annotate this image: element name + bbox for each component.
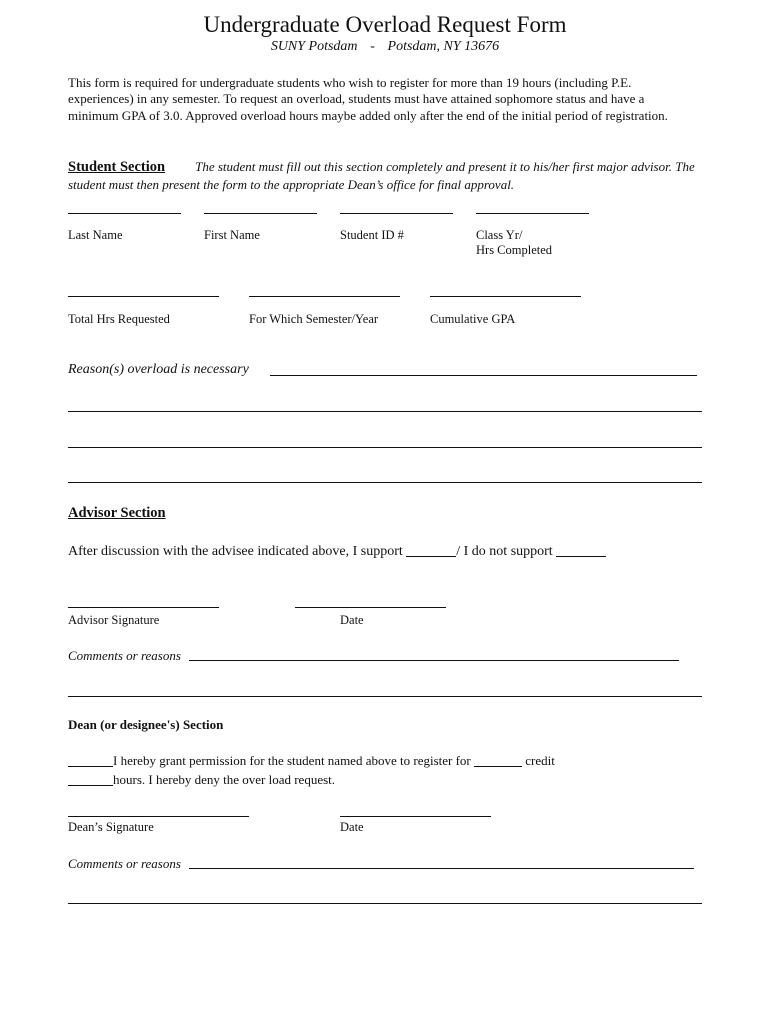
grant-text-a: I hereby grant permission for the student named above to register for (113, 753, 471, 768)
form-title: Undergraduate Overload Request Form (203, 12, 567, 37)
form-subtitle (0, 39, 770, 55)
student-section-heading: Student Section (68, 159, 166, 175)
deny-blank[interactable] (68, 771, 113, 786)
do-not-support-blank[interactable] (556, 542, 606, 557)
dean-signature-label: Dean’s Signature (68, 820, 154, 834)
total-hrs-field[interactable] (68, 296, 219, 297)
first-name-label: First Name (204, 228, 260, 242)
advisor-statement-middle: / I do not support (456, 544, 553, 559)
dean-comments-line-1[interactable] (189, 868, 694, 869)
subtitle-separator: - (370, 39, 375, 54)
cumulative-gpa-field[interactable] (430, 296, 581, 297)
student-instructions-block (68, 158, 708, 193)
advisor-signature-field[interactable] (68, 607, 219, 608)
class-year-field[interactable] (476, 213, 589, 214)
cumulative-gpa-label: Cumulative GPA (430, 312, 516, 326)
grant-text-c: hours. I hereby deny the over load request. (113, 772, 336, 787)
dean-comments-line-2[interactable] (68, 903, 702, 904)
advisor-comments-line-1[interactable] (189, 660, 679, 661)
student-id-label: Student ID # (340, 228, 404, 242)
advisor-date-label: Date (340, 613, 364, 627)
last-name-field[interactable] (68, 213, 181, 214)
credit-hours-blank[interactable] (474, 752, 522, 767)
institution-name: SUNY Potsdam (270, 39, 358, 54)
support-blank[interactable] (406, 542, 456, 557)
intro-paragraph: This form is required for undergraduate students who wish to register for more than 19 hours (including P.E. experiences) in any semester. To request an overload, students must have attained sophomore status and have a minimum GPA of 3.0. Approved overload hours maybe added only after the end of the initial period of registration. (68, 75, 668, 123)
advisor-comments-line-2[interactable] (68, 696, 702, 697)
grant-blank[interactable] (68, 752, 113, 767)
dean-comments-label: Comments or reasons (68, 856, 181, 871)
student-id-field[interactable] (340, 213, 453, 214)
semester-year-field[interactable] (249, 296, 400, 297)
reason-line-2[interactable] (68, 411, 702, 412)
last-name-label: Last Name (68, 228, 123, 242)
reason-line-1[interactable] (270, 375, 697, 376)
hrs-completed-label: Hrs Completed (476, 243, 553, 257)
student-instructions: The student must fill out this section completely and present it to his/her first major advisor. The student must then present the form to the appropriate Dean’s office for final approval. (68, 159, 695, 192)
advisor-section-heading: Advisor Section (68, 505, 166, 521)
dean-signature-field[interactable] (68, 816, 249, 817)
advisor-statement-prefix: After discussion with the advisee indicated above, I support (68, 544, 403, 559)
semester-year-label: For Which Semester/Year (249, 312, 379, 326)
dean-grant-statement (68, 750, 708, 788)
dean-date-field[interactable] (340, 816, 491, 817)
advisor-date-field[interactable] (295, 607, 446, 608)
advisor-signature-label: Advisor Signature (68, 613, 160, 627)
advisor-statement (68, 540, 606, 560)
first-name-field[interactable] (204, 213, 317, 214)
grant-text-b: credit (525, 753, 555, 768)
dean-section-heading: Dean (or designee's) Section (68, 717, 224, 732)
institution-location: Potsdam, NY 13676 (387, 39, 500, 54)
dean-date-label: Date (340, 820, 364, 834)
class-year-label: Class Yr/ (476, 228, 523, 242)
total-hrs-label: Total Hrs Requested (68, 312, 170, 326)
reason-label: Reason(s) overload is necessary (68, 362, 249, 377)
advisor-comments-label: Comments or reasons (68, 648, 181, 663)
reason-line-3[interactable] (68, 447, 702, 448)
reason-line-4[interactable] (68, 482, 702, 483)
